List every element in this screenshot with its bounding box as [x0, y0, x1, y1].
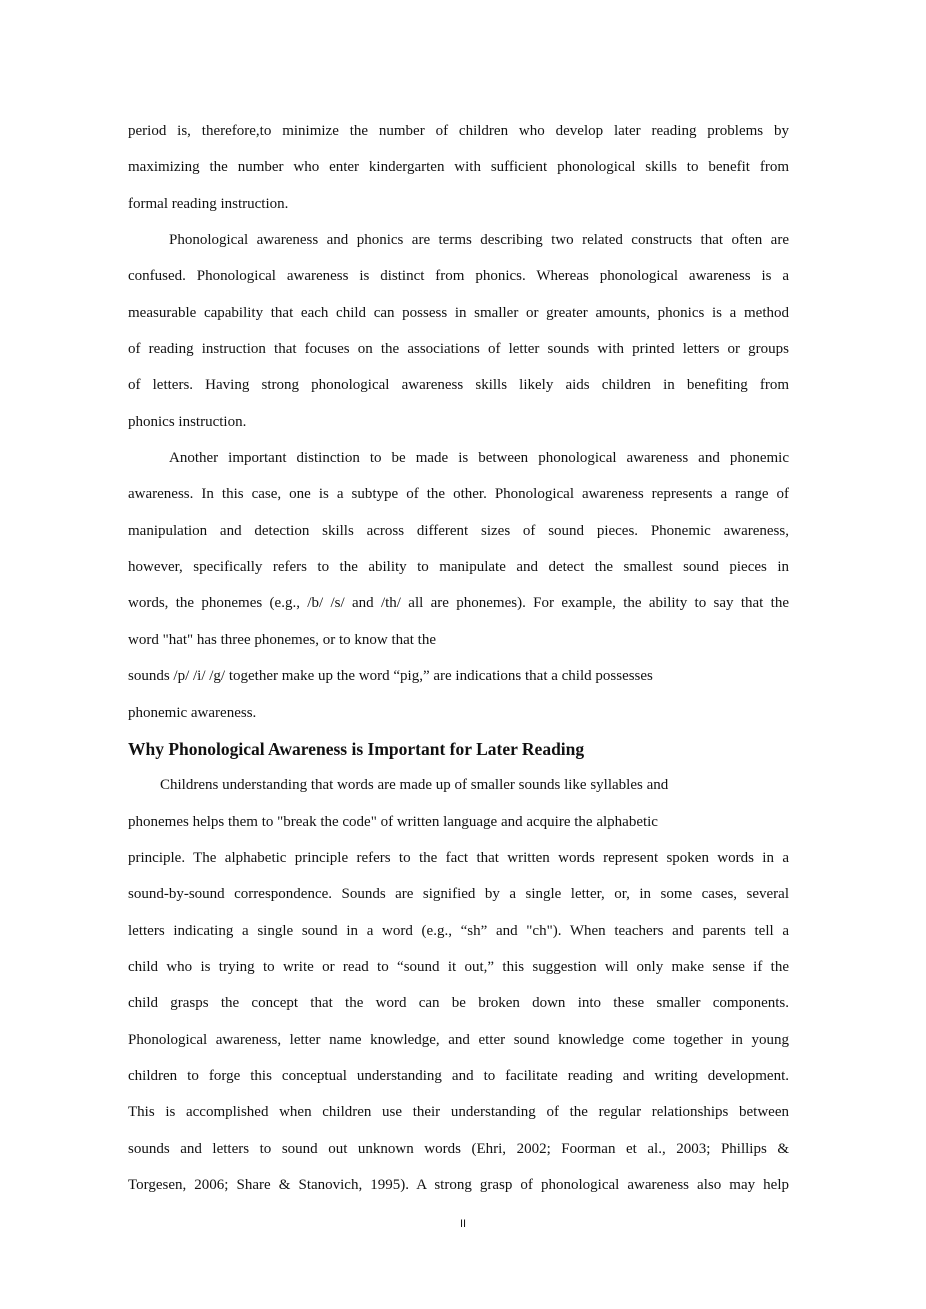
- page-body: [128, 113, 789, 1203]
- text-line: awareness. In this case, one is a subtype of the other. Phonological awareness represents a range of: [128, 486, 789, 503]
- text-line: children to forge this conceptual understanding and to facilitate reading and writing development.: [128, 1067, 789, 1084]
- text-line: Torgesen, 2006; Share & Stanovich, 1995). A strong grasp of phonological awareness also may help: [128, 1176, 789, 1193]
- text-line: of reading instruction that focuses on the associations of letter sounds with printed letters or groups: [128, 341, 789, 358]
- text-line: This is accomplished when children use their understanding of the regular relationships between: [128, 1104, 789, 1121]
- text-line: manipulation and detection skills across different sizes of sound pieces. Phonemic awareness,: [128, 522, 789, 539]
- text-line: sounds and letters to sound out unknown words (Ehri, 2002; Foorman et al., 2003; Phillips &: [128, 1140, 789, 1157]
- text-line: however, specifically refers to the ability to manipulate and detect the smallest sound pieces in: [128, 559, 789, 576]
- text-line: period is, therefore,to minimize the number of children who develop later reading problems by: [128, 123, 789, 139]
- text-line: confused. Phonological awareness is distinct from phonics. Whereas phonological awareness is a: [128, 268, 789, 285]
- page-number: II: [459, 1218, 467, 1230]
- text-line: sound-by-sound correspondence. Sounds are signified by a single letter, or, in some cases, several: [128, 886, 789, 903]
- text-line: child grasps the concept that the word can be broken down into these smaller components.: [128, 995, 789, 1012]
- text-line: Another important distinction to be made is between phonological awareness and phonemic: [169, 450, 789, 467]
- text-line: Phonological awareness and phonics are terms describing two related constructs that often are: [169, 232, 789, 249]
- text-line: of letters. Having strong phonological awareness skills likely aids children in benefiting from: [128, 377, 789, 394]
- paragraph-continuation: [128, 113, 789, 222]
- text-line: word "hat" has three phonemes, or to know that the: [128, 631, 437, 648]
- paragraph-phonics-distinction: [128, 222, 789, 440]
- text-line: phonics instruction.: [128, 413, 247, 430]
- section-heading: Why Phonological Awareness is Important for Later Reading: [128, 738, 585, 759]
- text-line: letters indicating a single sound in a word (e.g., “sh” and "ch"). When teachers and parents tell a: [128, 922, 789, 939]
- text-line: principle. The alphabetic principle refers to the fact that written words represent spoken words in a: [128, 849, 789, 866]
- text-line: Phonological awareness, letter name knowledge, and etter sound knowledge come together in young: [128, 1031, 789, 1048]
- text-line: words, the phonemes (e.g., /b/ /s/ and /th/ all are phonemes). For example, the ability to say that the: [128, 595, 789, 612]
- text-line: formal reading instruction.: [128, 195, 289, 212]
- text-line: phonemes helps them to "break the code" of written language and acquire the alphabetic: [128, 813, 658, 830]
- paragraph-importance: [128, 767, 789, 1203]
- text-line: sounds /p/ /i/ /g/ together make up the word “pig,” are indications that a child possesses: [128, 668, 653, 685]
- text-line: measurable capability that each child can possess in smaller or greater amounts, phonics is a method: [128, 304, 789, 321]
- text-line: Childrens understanding that words are made up of smaller sounds like syllables and: [160, 777, 669, 794]
- text-line: phonemic awareness.: [128, 704, 257, 721]
- text-line: maximizing the number who enter kindergarten with sufficient phonological skills to benefit from: [128, 159, 789, 176]
- text-line: child who is trying to write or read to “sound it out,” this suggestion will only make sense if the: [128, 958, 789, 975]
- paragraph-phonemic-awareness: [128, 440, 789, 731]
